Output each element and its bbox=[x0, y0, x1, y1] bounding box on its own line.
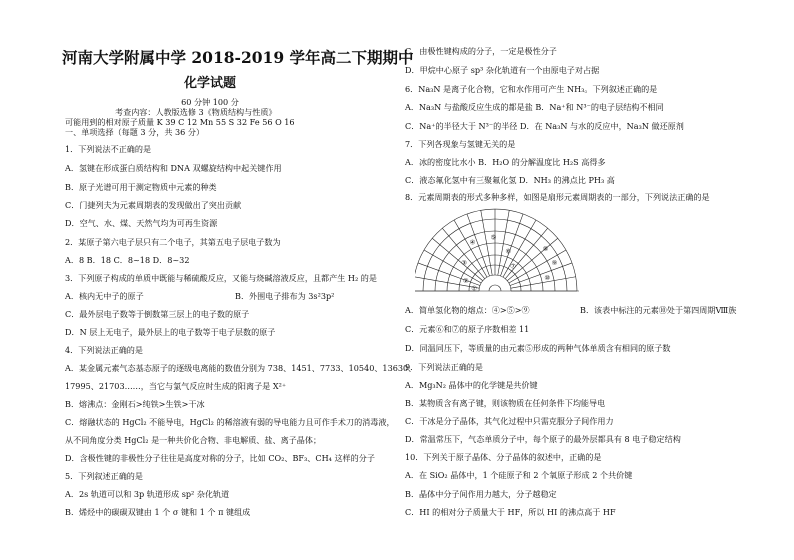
exam-meta: 60 分钟 100 分 bbox=[181, 97, 239, 107]
q8-option-b: B．该表中标注的元素⑩处于第四周期Ⅷ族 bbox=[580, 305, 737, 315]
fan-spoke-15 bbox=[424, 250, 481, 286]
fan-spoke-10 bbox=[481, 210, 492, 275]
q3-stem: 3．下列原子构成的单质中既能与稀硫酸反应，又能与烧碱溶液反应，且都产生 H₂ 的是 bbox=[65, 273, 377, 283]
q5-stem: 5．下列叙述正确的是 bbox=[65, 471, 143, 481]
fan-label-7: ⑦ bbox=[510, 262, 516, 271]
fan-arc-0 bbox=[489, 285, 501, 291]
q1-option-a: A．氢键在形成蛋白质结构和 DNA 双螺旋结构中起关键作用 bbox=[65, 163, 282, 173]
q3-option-c: C．最外层电子数等于倒数第三层上的电子数的原子 bbox=[65, 309, 250, 319]
fan-label-4: ④ bbox=[469, 238, 476, 247]
q9-option-c: C．干冰是分子晶体，其气化过程中只需克服分子间作用力 bbox=[405, 416, 614, 426]
q5-option-b: B．烯烃中的碳碳双键由 1 个 σ 键和 1 个 π 键组成 bbox=[65, 507, 251, 517]
q5-option-c: C．由极性键构成的分子，一定是极性分子 bbox=[405, 46, 557, 56]
fan-spoke-13 bbox=[442, 228, 484, 279]
q10-option-b: B．晶体中分子间作用力越大，分子越稳定 bbox=[405, 489, 557, 499]
q2-options: A．8 B．18 C．8~18 D．8~32 bbox=[65, 255, 190, 265]
q9-option-b: B．某物质含有离子键，则该物质在任何条件下均能导电 bbox=[405, 398, 606, 408]
q4-option-d: D．含极性键的非极性分子往往是高度对称的分子，比如 CO₂、BF₃、CH₄ 这样的分子 bbox=[65, 453, 375, 463]
q10-stem: 10．下列关于原子晶体、分子晶体的叙述中，正确的是 bbox=[405, 452, 602, 462]
q9-stem: 9．下列说法正确的是 bbox=[405, 362, 483, 372]
atomic-masses: 可能用到的相对原子质量 K 39 C 12 Mn 55 S 32 Fe 56 O 16 bbox=[65, 117, 295, 127]
q5-option-d: D．甲烷中心原子 sp³ 杂化轨道有一个由原电子对占据 bbox=[405, 65, 600, 75]
q9-option-d: D．常温常压下，气态单质分子中，每个原子的最外层都具有 8 电子稳定结构 bbox=[405, 434, 681, 444]
q10-option-c: C．HI 的相对分子质量大于 HF，所以 HI 的沸点高于 HF bbox=[405, 507, 616, 517]
q5-option-a: A．2s 轨道可以和 3p 轨道形成 sp² 杂化轨道 bbox=[65, 489, 230, 499]
fan-periodic-table-figure bbox=[415, 205, 580, 297]
q4-option-c-line1: C．熔融状态的 HgCl₂ 不能导电，HgCl₂ 的稀溶液有弱的导电能力且可作手术刀的消毒液， bbox=[65, 417, 395, 427]
q1-option-d: D．空气、水、煤、天然气均为可再生资源 bbox=[65, 218, 218, 228]
q8-stem: 8．元素周期表的形式多种多样，如图是扇形元素周期表的一部分，下列说法正确的是 bbox=[405, 192, 710, 202]
q4-stem: 4．下列说法正确的是 bbox=[65, 345, 143, 355]
q1-option-b: B．原子光谱可用于测定物质中元素的种类 bbox=[65, 182, 217, 192]
q3-option-b: B．外围电子排布为 3s²3p² bbox=[235, 291, 335, 301]
q6-options-ab: A．Na₃N 与盐酸反应生成的都是盐 B．Na⁺和 N³⁻的电子层结构不相同 bbox=[405, 102, 664, 112]
fan-label-3: ③ bbox=[461, 259, 467, 268]
q4-option-b: B．熔沸点：金刚石>纯铁>生铁>干冰 bbox=[65, 399, 205, 409]
q3-option-d: D．N 层上无电子，最外层上的电子数等于电子层数的原子 bbox=[65, 327, 276, 337]
q1-stem: 1．下列说法不正确的是 bbox=[65, 144, 152, 154]
q7-options-cd: C．液态氟化氢中有三聚氟化氢 D．NH₃ 的沸点比 PH₃ 高 bbox=[405, 175, 615, 185]
fan-label-5: ⑤ bbox=[490, 233, 497, 242]
fan-label-2: ② bbox=[462, 277, 469, 286]
q4-option-a-line2: 17995、21703……，当它与氯气反应时生成的阳离子是 X²⁺ bbox=[65, 381, 287, 391]
q10-option-a: A．在 SiO₂ 晶体中，1 个硅原子和 2 个氧原子形成 2 个共价键 bbox=[405, 470, 633, 480]
fan-label-8: ⑧ bbox=[542, 244, 549, 253]
fan-spoke-8 bbox=[498, 210, 512, 275]
fan-label-1: ① bbox=[471, 284, 478, 293]
q8-option-a: A．简单氢化物的熔点：④>⑤>⑨ bbox=[405, 305, 530, 315]
q1-option-c: C．门捷列夫为元素周期表的发现做出了突出贡献 bbox=[65, 200, 242, 210]
q8-option-d: D．同温同压下，等质量的由元素⑤形成的两种气体单质含有相同的原子数 bbox=[405, 343, 671, 353]
fan-arc-7 bbox=[415, 209, 577, 291]
q7-options-ab: A．冰的密度比水小 B．H₂O 的分解温度比 H₂S 高得多 bbox=[405, 157, 606, 167]
fan-spoke-3 bbox=[509, 250, 566, 283]
q6-stem: 6．Na₃N 是离子化合物，它和水作用可产生 NH₃。下列叙述正确的是 bbox=[405, 84, 658, 94]
fan-spoke-16 bbox=[418, 263, 480, 286]
fan-label-10: ⑩ bbox=[544, 274, 551, 283]
fan-spoke-1 bbox=[511, 277, 576, 288]
q7-stem: 7．下列各现象与氢键无关的是 bbox=[405, 139, 516, 149]
fan-label-6: ⑥ bbox=[505, 247, 512, 256]
section-heading: 一、单项选择（每题 3 分，共 36 分） bbox=[65, 127, 205, 137]
fan-spoke-12 bbox=[454, 220, 487, 277]
fan-label-9: ⑨ bbox=[551, 258, 558, 267]
q4-option-c-line2: 从不同角度分类 HgCl₂ 是一种共价化合物、非电解质、盐、离子晶体； bbox=[65, 435, 322, 445]
q2-stem: 2．某原子第六电子层只有二个电子，其第五电子层电子数为 bbox=[65, 237, 281, 247]
q3-option-a: A．核内无中子的原子 bbox=[65, 291, 144, 301]
q9-option-a: A．Mg₃N₂ 晶体中的化学键是共价键 bbox=[405, 380, 538, 390]
q8-option-c: C．元素⑥和⑦的原子序数相差 11 bbox=[405, 324, 530, 334]
q4-option-a-line1: A．某金属元素气态基态原子的逐级电离能的数值分别为 738、1451、7733、10540、13630、 bbox=[65, 363, 417, 373]
q6-options-cd: C．Na⁺的半径大于 N³⁻的半径 D．在 Na₃N 与水的反应中，Na₃N 做还原剂 bbox=[405, 121, 684, 131]
exam-subtitle: 化学试题 bbox=[183, 76, 236, 91]
exam-title: 河南大学附属中学 2018-2019 学年高二下期期中 bbox=[62, 48, 414, 67]
fan-spoke-2 bbox=[510, 263, 572, 286]
exam-scope: 考查内容：人教版选修 3《物质结构与性质》 bbox=[115, 107, 277, 117]
fan-spoke-5 bbox=[505, 228, 547, 279]
